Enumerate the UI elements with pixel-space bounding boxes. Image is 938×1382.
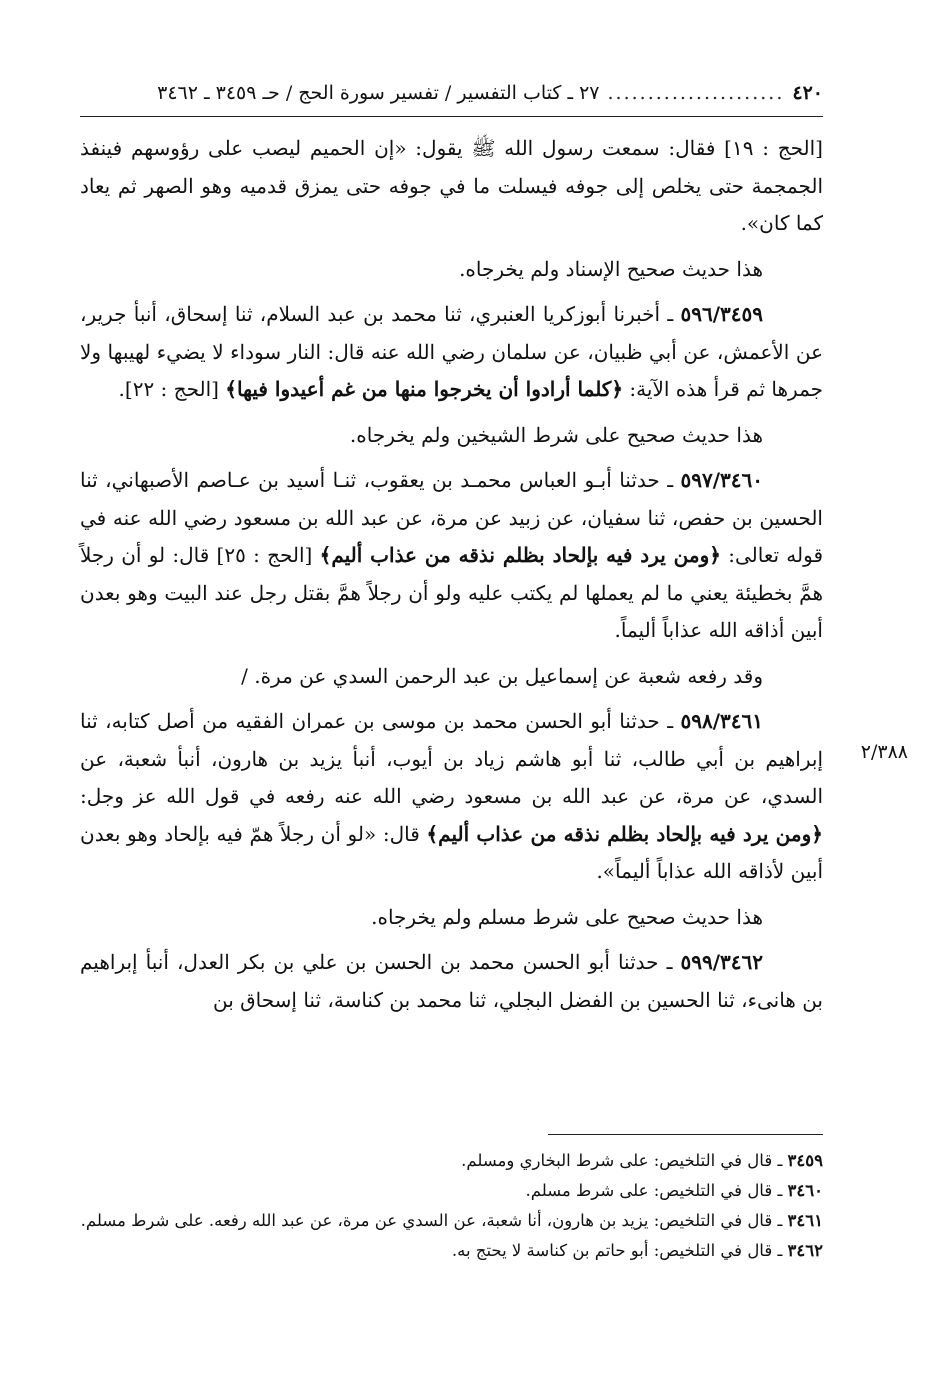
footnote-text: ـ قال في التلخيص: يزيد بن هارون، أنا شعبة، عن السدي عن مرة، عن عبد الله رفعه. على شرط مسلم. (80, 1211, 788, 1230)
hadith-number: ٥٩٩/٣٤٦٢ (680, 950, 763, 974)
hadith-3462 (80, 944, 823, 1019)
hadith-number: ٥٩٧/٣٤٦٠ (680, 468, 763, 492)
hadith-number: ٥٩٨/٣٤٦١ (680, 709, 763, 733)
verdict-text: هذا حديث صحيح على شرط مسلم ولم يخرجاه. (371, 904, 763, 929)
footnote-divider (548, 1134, 823, 1135)
footnote-number: ٣٤٦٢ (787, 1241, 823, 1260)
hadith-3461 (80, 703, 823, 891)
narration-note (80, 658, 823, 696)
footnote-text: ـ قال في التلخيص: أبو حاتم بن كناسة لا يحتج به. (451, 1241, 788, 1260)
main-text (80, 130, 823, 1019)
footnote-number: ٣٤٦٠ (787, 1181, 823, 1200)
hadith-number: ٥٩٦/٣٤٥٩ (680, 302, 763, 326)
hadith-text: ـ أخبرنا أبوزكريا العنبري، ثنا محمد بن عبد السلام، ثنا إسحاق، أنبأ جرير، عن الأعمش، عن أبي ظبيان، عن سلمان رضي الله عنه قال: النار سوداء لا يضيء لهيبها ولا جمرها ثم قرأ هذه الآية: (80, 302, 823, 401)
footnote-number: ٣٤٦١ (787, 1211, 823, 1230)
quran-verse: ﴿كلما أرادوا أن يخرجوا منها من غم أعيدوا فيها﴾ (225, 377, 624, 401)
footnote (80, 1208, 823, 1233)
paragraph-continuation (80, 130, 823, 243)
hadith-text: ـ حدثنا أبـو العباس محمـد بن يعقوب، ثنـا أسيد بن عـاصم الأصبهاني، ثنا الحسين بن حفص، ثنا سفيان، عن زبيد عن مرة، عن عبد الله بن مسعود رضي الله عنه في قوله تعالى: (80, 468, 824, 567)
volume-page-marker: ٢/٣٨٨ (860, 741, 908, 763)
footnote (80, 1238, 823, 1263)
verdict-text: هذا حديث صحيح الإسناد ولم يخرجاه. (459, 256, 763, 281)
hadith-3459 (80, 296, 823, 409)
header-divider (80, 116, 823, 117)
footnote (80, 1178, 823, 1203)
paragraph-text: [الحج : ١٩] فقال: سمعت رسول الله ﷺ يقول: «إن الحميم ليصب على رؤوسهم فينفذ الجمجمة حتى يخلص إلى جوفه فيسلت ما في جوفه حتى يمزق قدميه وهو الصهر ثم يعاد كما كان». (80, 136, 823, 235)
footnote (80, 1148, 823, 1173)
hadith-text: ـ حدثنا أبو الحسن محمد بن الحسن بن علي بن بكر العدل، أنبأ إبراهيم بن هانىء، ثنا الحسين بن الفضل البجلي، ثنا محمد بن كناسة، ثنا إسحاق بن (80, 950, 823, 1012)
footnote-number: ٣٤٥٩ (787, 1151, 823, 1170)
note-text: وقد رفعه شعبة عن إسماعيل بن عبد الرحمن السدي عن مرة. / (241, 663, 763, 688)
hadith-text-after: قال: «لو أن رجلاً همّ فيه بإلحاد وهو بعدن أبين لأذاقه الله عذاباً أليماً». (80, 821, 823, 883)
hadith-text: ـ حدثنا أبو الحسن محمد بن موسى بن عمران الفقيه من أصل كتابه، ثنا إبراهيم بن أبي طالب، ثنا أبو هاشم زياد بن أيوب، أنبأ يزيد بن هارون، أنبأ شعبة، عن السدي، عن مرة، عن عبد الله بن مسعود رضي الله عنه رفعه في قول الله عز وجل: (80, 709, 823, 808)
hadith-text-after: [الحج : ٢٢]. (118, 377, 226, 401)
header-title: ٢٧ ـ كتاب التفسير / تفسير سورة الحج / حـ ٣٤٥٩ ـ ٣٤٦٢ (157, 82, 600, 104)
header-dots: ...................... (607, 82, 785, 104)
hadith-3460 (80, 462, 823, 650)
footnote-text: ـ قال في التلخيص: على شرط البخاري ومسلم. (461, 1151, 788, 1170)
hadith-verdict (80, 251, 823, 289)
footnote-text: ـ قال في التلخيص: على شرط مسلم. (525, 1181, 788, 1200)
quran-verse: ﴿ومن يرد فيه بإلحاد بظلم نذقه من عذاب أليم﴾ (426, 821, 823, 846)
running-header (80, 78, 823, 108)
page-number: ٤٢٠ (792, 82, 823, 104)
hadith-verdict (80, 417, 823, 455)
hadith-verdict (80, 899, 823, 937)
quran-verse: ﴿ومن يرد فيه بإلحاد بظلم نذقه من عذاب أليم﴾ (319, 543, 721, 567)
verdict-text: هذا حديث صحيح على شرط الشيخين ولم يخرجاه. (349, 422, 763, 447)
footnotes (80, 1148, 823, 1268)
hadith-text-after: [الحج : ٢٥] قال: لو أن رجلاً همَّ بخطيئة يعني ما لم يعملها لم يكتب عليه ولو أن رجلاً همَّ بقتل رجل عند البيت وهو بعدن أبين أذاقه الله عذاباً أليماً. (80, 543, 823, 642)
